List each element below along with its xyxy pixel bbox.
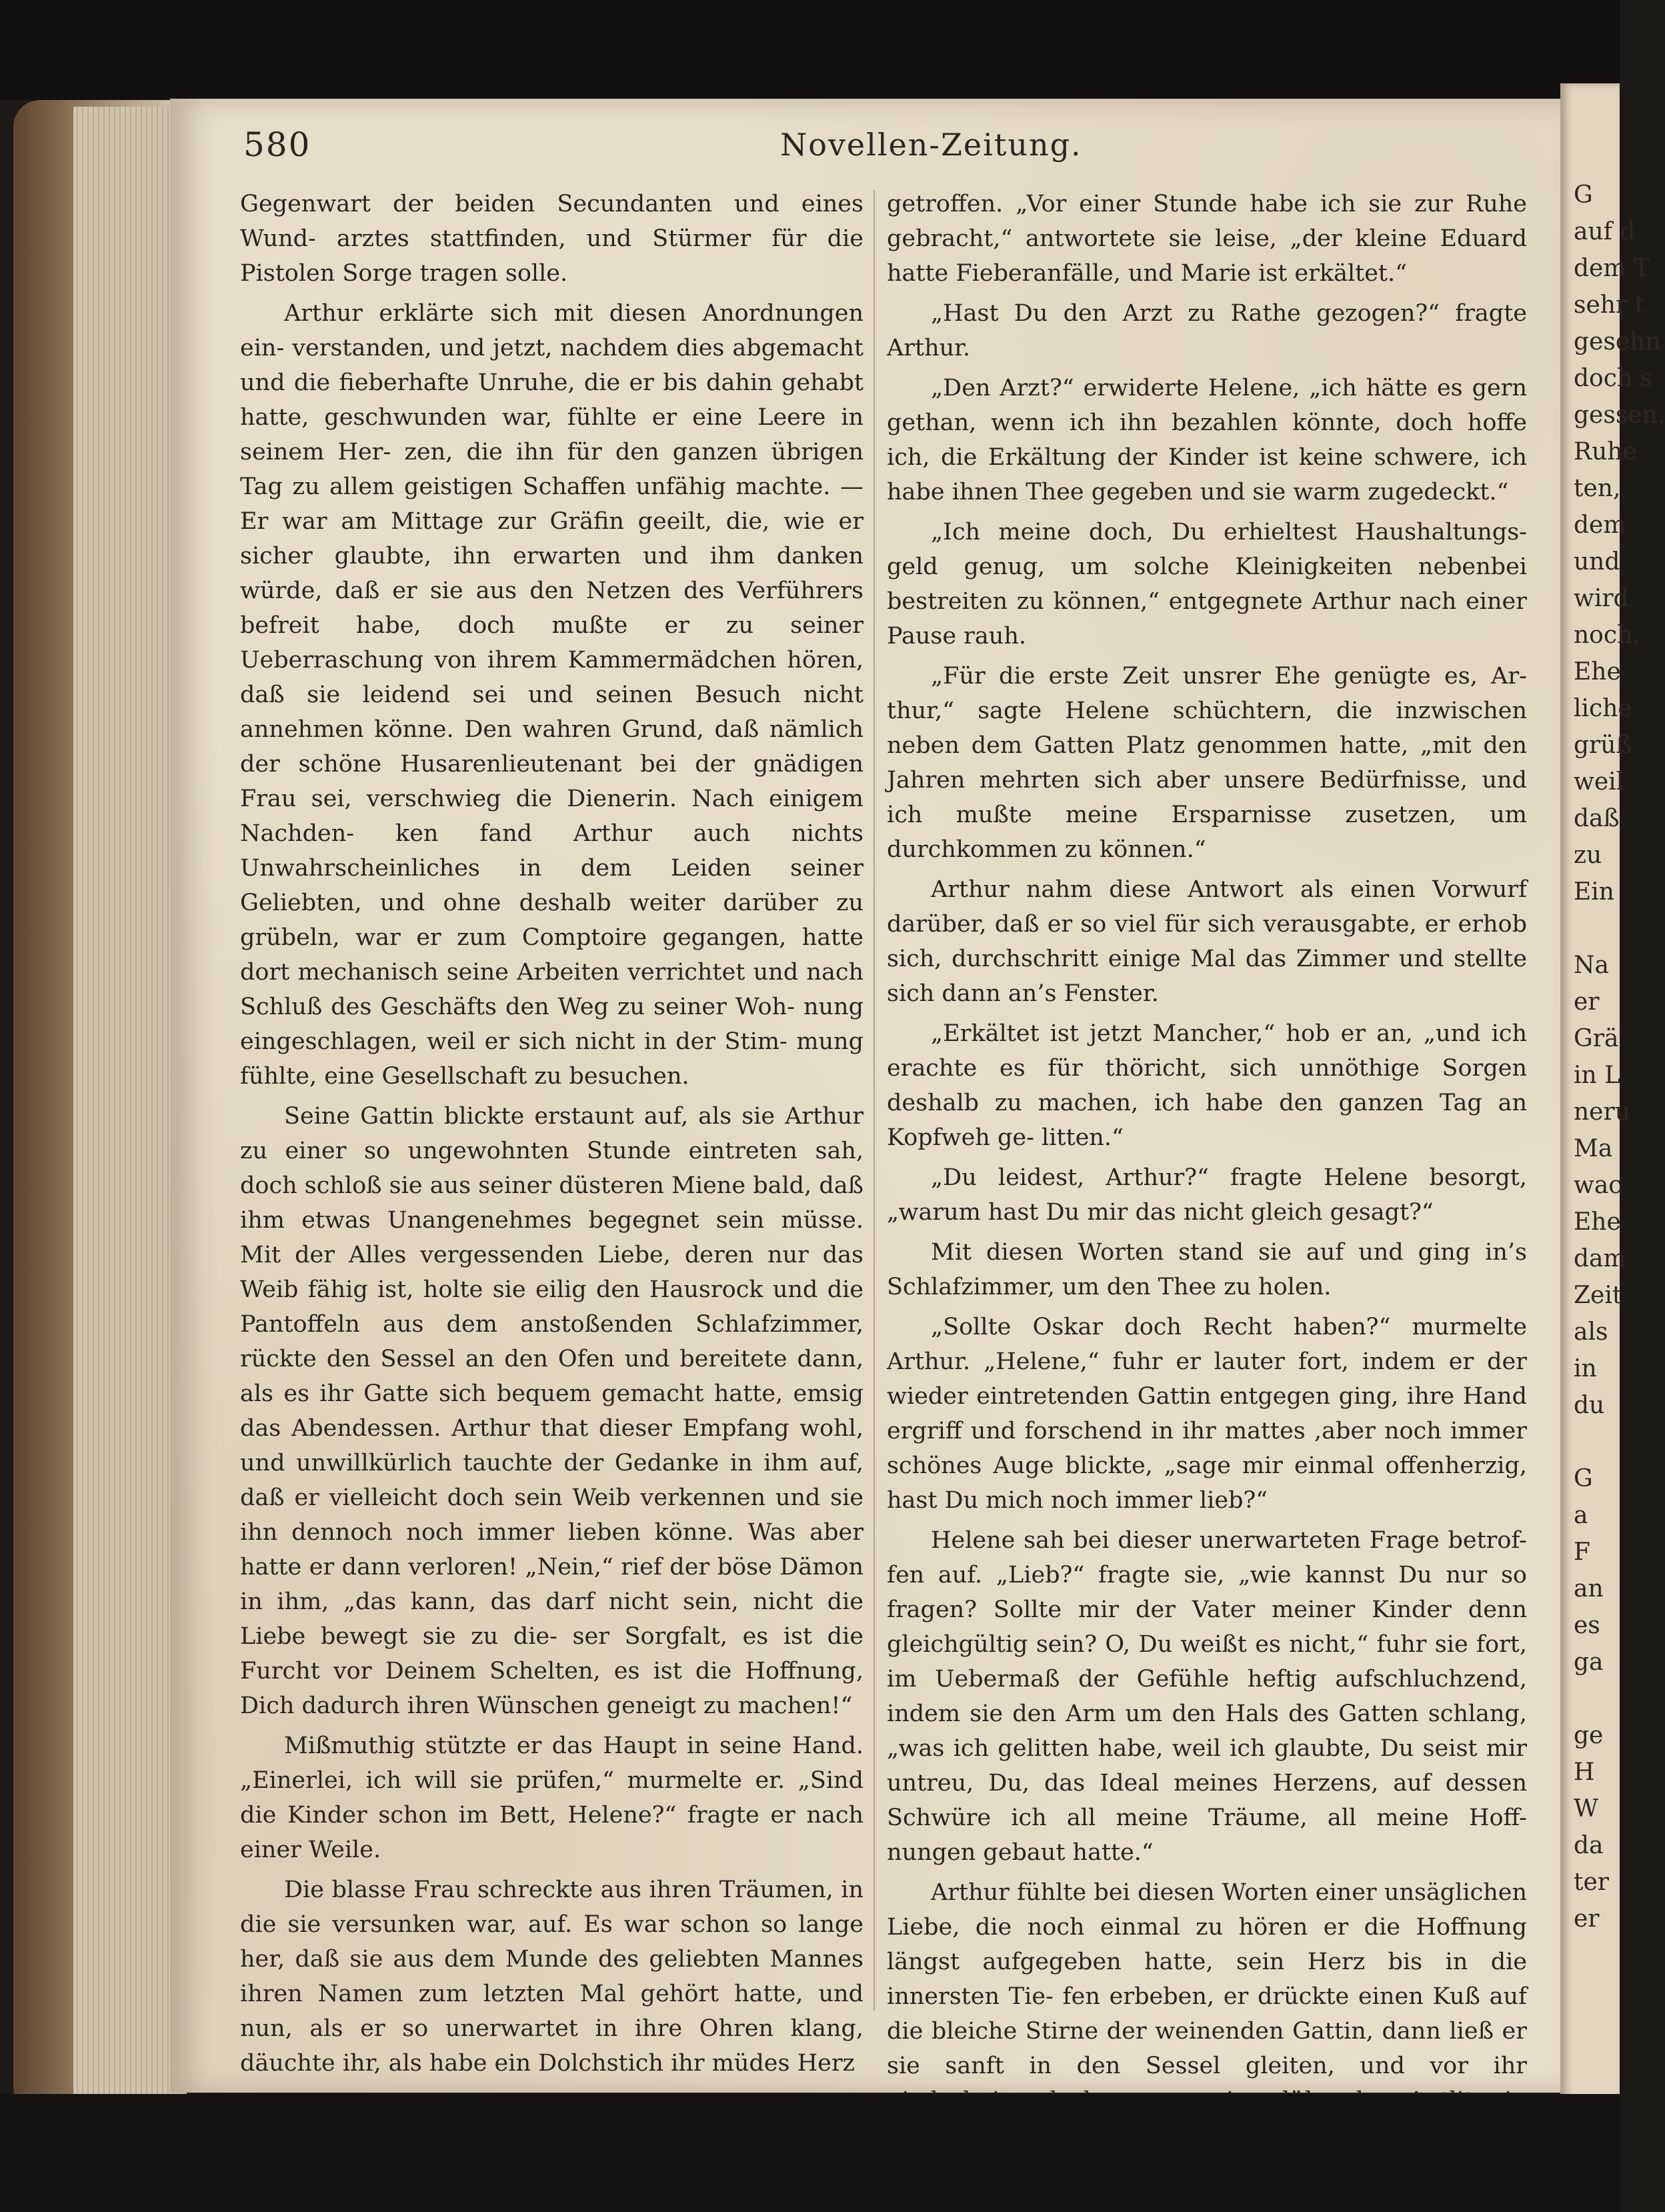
next-page-fragment: ter bbox=[1574, 1869, 1609, 1896]
next-page-fragment: dem bbox=[1574, 511, 1626, 539]
next-page-fragment: auf d bbox=[1574, 218, 1636, 245]
paragraph: Die blasse Frau schreckte aus ihren Träumen, in die sie versunken war, auf. Es war schon so lange her, daß sie aus dem Munde des geliebten Mannes ihren Namen zum letzten Mal gehört hatte, und nun, als er so unerwartet in ihre Ohren klang, däuchte ihr, als habe ein Dolchstich ihr müdes Herz bbox=[240, 1877, 864, 2077]
next-page-fragment: in L bbox=[1574, 1062, 1621, 1089]
next-page-fragments bbox=[1560, 83, 1665, 1937]
next-page-fragment: Ruhe bbox=[1574, 438, 1637, 465]
paragraph: getroffen. „Vor einer Stunde habe ich sie zur Ruhe gebracht,“ antwortete sie leise, „der kleine Eduard hatte Fieberanfälle, und Marie ist erkältet.“ bbox=[887, 191, 1527, 287]
next-page-fragment: G bbox=[1574, 181, 1593, 209]
next-page-fragment: es bbox=[1574, 1612, 1600, 1639]
next-page-fragment: ten, bbox=[1574, 475, 1621, 502]
next-page-fragment: er bbox=[1574, 988, 1600, 1016]
next-page-fragment bbox=[1560, 1424, 1620, 1460]
next-page-fragment: und bbox=[1574, 548, 1620, 576]
page-number: 580 bbox=[243, 125, 311, 164]
next-page-fragment: gesehn bbox=[1574, 328, 1661, 355]
next-page-edge bbox=[1560, 83, 1665, 2117]
paragraph: Helene sah bei dieser unerwarteten Frage betrof- fen auf. „Lieb?“ fragte sie, „wie kannst Du nur so fragen? Sollte mir der Vater meiner Kinder denn gleichgültig sein? O, Du weißt es nicht,“ fuhr sie fort, im Uebermaß der Gefühle heftig aufschluchzend, indem sie den Arm um den Hals des Gatten schlang, „was ich gelitten habe, weil ich glaubte, Du seist mir untreu, Du, das Ideal meines Herzens, auf dessen Schwüre ich all meine Träume, all meine Hoff- nungen gebaut hatte.“ bbox=[887, 1527, 1527, 1866]
next-page-fragment: Na bbox=[1574, 952, 1609, 979]
next-page-fragment: er bbox=[1574, 1905, 1600, 1933]
next-page-fragment: W bbox=[1574, 1795, 1599, 1823]
next-page-fragment: gessen. bbox=[1574, 401, 1665, 429]
next-page-fragment: in bbox=[1574, 1355, 1597, 1382]
paragraph: Arthur fühlte bei diesen Worten einer unsäglichen Liebe, die noch einmal zu hören er die Hoffnung längst aufgegeben hatte, sein Herz bis in die innersten Tie- fen erbeben, er drückte einen Kuß auf die bleiche Stirne der weinenden Gattin, dann ließ er sie sanft in den Sessel gleiten, und vor ihr bbox=[887, 1879, 1527, 2079]
paragraph: „Erkältet ist jetzt Mancher,“ hob er an, „und ich erachte es für thöricht, sich unnöthige Sorgen deshalb zu machen, ich habe den ganzen Tag an Kopfweh ge- litten.“ bbox=[887, 1020, 1527, 1151]
paragraph: Seine Gattin blickte erstaunt auf, als sie Arthur zu einer so ungewohnten Stunde eintreten sah, doch schloß sie aus seiner düsteren Miene bald, daß ihm etwas Unangenehmes begegnet sein müsse. Mit der Alles vergessenden Liebe, deren nur das Weib fähig ist, holte sie eilig den Hausrock und die Pantoffeln aus dem anstoßenden Schlafzimmer, rückte den Sessel an den Ofen und bereitete dann, als es ihr Gatte sich bequem gemacht hatte, emsig das Abendessen. Arthur that dieser Empfang wohl, und unwillkürlich tauchte der Gedanke in ihm auf, daß er vielleicht doch sein Weib verkennen und sie ihn dennoch noch immer lieben könne. Was aber hatte er dann verloren! „Nein,“ rief der böse Dämon in ihm, „das kann, das darf nicht sein, nicht die Liebe bewegt sie zu die- ser Sorgfalt, es ist die Furcht vor Deinem Schelten, es ist die Hoffnung, Dich dadurch ihren Wünschen geneigt zu machen!“ bbox=[240, 1103, 864, 1719]
next-page-fragment: du bbox=[1574, 1392, 1605, 1419]
paragraph: Mißmuthig stützte er das Haupt in seine Hand. „Einerlei, ich will sie prüfen,“ murmelte er. „Sind die Kinder schon im Bett, Helene?“ fragte er nach einer Weile. bbox=[240, 1733, 864, 1863]
next-page-fragment: H bbox=[1574, 1759, 1595, 1786]
next-page-fragment: Ehe bbox=[1574, 1208, 1621, 1236]
paragraph: Arthur nahm diese Antwort als einen Vorwurf darüber, daß er so viel für sich verausgabte, er erhob sich, durchschritt einige Mal das Zimmer und stellte sich dann an’s Fenster. bbox=[887, 876, 1527, 1007]
paragraph: „Für die erste Zeit unsrer Ehe genügte es, Ar- thur,“ sagte Helene schüchtern, die inzwischen neben dem Gatten Platz genommen hatte, „mit den Jahren mehrten sich aber unsere Bedürfnisse, und ich mußte meine Ersparnisse zusetzen, um durchkommen zu können.“ bbox=[887, 663, 1527, 863]
next-page-fragment: ge bbox=[1574, 1722, 1604, 1749]
next-page-fragment: grüß bbox=[1574, 732, 1632, 759]
next-page-fragment: zu bbox=[1574, 842, 1602, 869]
next-page-fragment: sehr t bbox=[1574, 291, 1645, 319]
next-page-fragment: dem T bbox=[1574, 255, 1650, 282]
paragraph: „Du leidest, Arthur?“ fragte Helene besorgt, „warum hast Du mir das nicht gleich gesagt?“ bbox=[887, 1164, 1527, 1226]
next-page-fragment: F bbox=[1574, 1538, 1590, 1566]
column-divider bbox=[874, 190, 875, 2011]
paragraph: „Sollte Oskar doch Recht haben?“ murmelte Arthur. „Helene,“ fuhr er lauter fort, indem er der wieder eintretenden Gattin entgegen ging, ihre Hand ergriff und forschend in ihr mattes ,aber noch immer schönes Auge blickte, „sage mir einmal offenherzig, hast Du mich noch immer lieb?“ bbox=[887, 1314, 1527, 1514]
next-page-fragment: Ma bbox=[1574, 1135, 1613, 1162]
next-page-fragment: wird bbox=[1574, 585, 1629, 612]
next-page-fragment: an bbox=[1574, 1575, 1604, 1602]
next-page-fragment: Ein bbox=[1574, 878, 1614, 906]
paragraph: Mit diesen Worten stand sie auf und ging in’s Schlafzimmer, um den Thee zu holen. bbox=[887, 1239, 1527, 1300]
running-head: Novellen-Zeitung. bbox=[780, 127, 1082, 163]
next-page-fragment bbox=[1560, 910, 1620, 947]
next-page-fragment: Zeit bbox=[1574, 1282, 1622, 1309]
next-page-fragment: ga bbox=[1574, 1648, 1604, 1676]
next-page-fragment: dam bbox=[1574, 1245, 1626, 1272]
background-top bbox=[0, 0, 1620, 100]
paragraph: Arthur erklärte sich mit diesen Anordnungen ein- verstanden, und jetzt, nachdem dies abgemacht und die fieberhafte Unruhe, die er bis dahin gehabt hatte, geschwunden war, fühlte er eine Leere in seinem Her- zen, die ihn für den ganzen übrigen Tag zu allem geistigen Schaffen unfähig machte. — Er war am Mittage zur Gräfin geeilt, die, wie er sicher glaubte, ihn erwarten und ihm danken würde, daß er sie aus den Netzen des Verführers befreit habe, doch mußte er zu seiner Ueberraschung von ihrem Kammermädchen hören, daß sie leidend sei und seinen Besuch nicht annehmen könne. Den wahren Grund, daß nämlich der schöne Husarenlieutenant bei der gnädigen Frau sei, verschwieg die Dienerin. Nach einigem Nachden- ken fand Arthur auch nichts Unwahrscheinliches in dem Leiden seiner Geliebten, und ohne deshalb weiter darüber zu grübeln, war er zum Comptoire gegangen, hatte dort mechanisch seine Arbeiten verrichtet und nach Schluß des Geschäfts den Weg zu seiner Woh- nung eingeschlagen, weil er sich nicht in der Stim- mung fühlte, eine Gesellschaft zu besuchen. bbox=[240, 300, 864, 1090]
next-page-fragment: noch, bbox=[1574, 622, 1640, 649]
paragraph: „Ich meine doch, Du erhieltest Haushaltungs- geld genug, um solche Kleinigkeiten nebenbei bestreiten zu können,“ entgegnete Arthur nach einer Pause rauh. bbox=[887, 519, 1527, 650]
right-column bbox=[887, 187, 1527, 2079]
paragraph: Gegenwart der beiden Secundanten und eines Wund- arztes stattfinden, und Stürmer für die Pistolen Sorge tragen solle. bbox=[240, 191, 864, 287]
background-bottom bbox=[0, 2094, 1620, 2212]
next-page-fragment: als bbox=[1574, 1318, 1608, 1346]
paragraph: „Den Arzt?“ erwiderte Helene, „ich hätte es gern gethan, wenn ich ihn bezahlen könnte, doch hoffe ich, die Erkältung der Kinder ist keine schwere, ich habe ihnen Thee gegeben und sie warm zugedeckt.“ bbox=[887, 375, 1527, 505]
next-page-fragment: neru bbox=[1574, 1098, 1630, 1126]
next-page-fragment: Grä bbox=[1574, 1025, 1619, 1052]
next-page-fragment: weil bbox=[1574, 768, 1624, 796]
next-page-fragment: liche bbox=[1574, 695, 1632, 722]
next-page-fragment: da bbox=[1574, 1832, 1604, 1859]
paragraph: „Hast Du den Arzt zu Rathe gezogen?“ fragte Arthur. bbox=[887, 300, 1527, 361]
next-page-fragment: G bbox=[1574, 1465, 1593, 1492]
next-page-fragment: daß bbox=[1574, 805, 1620, 832]
next-page-fragment: wac bbox=[1574, 1172, 1622, 1199]
next-page-fragment: doch s bbox=[1574, 365, 1652, 392]
next-page-fragment bbox=[1560, 1681, 1620, 1717]
next-page-fragment: Ehe bbox=[1574, 658, 1621, 686]
next-page-fragment: a bbox=[1574, 1502, 1588, 1529]
left-column bbox=[240, 187, 864, 2077]
